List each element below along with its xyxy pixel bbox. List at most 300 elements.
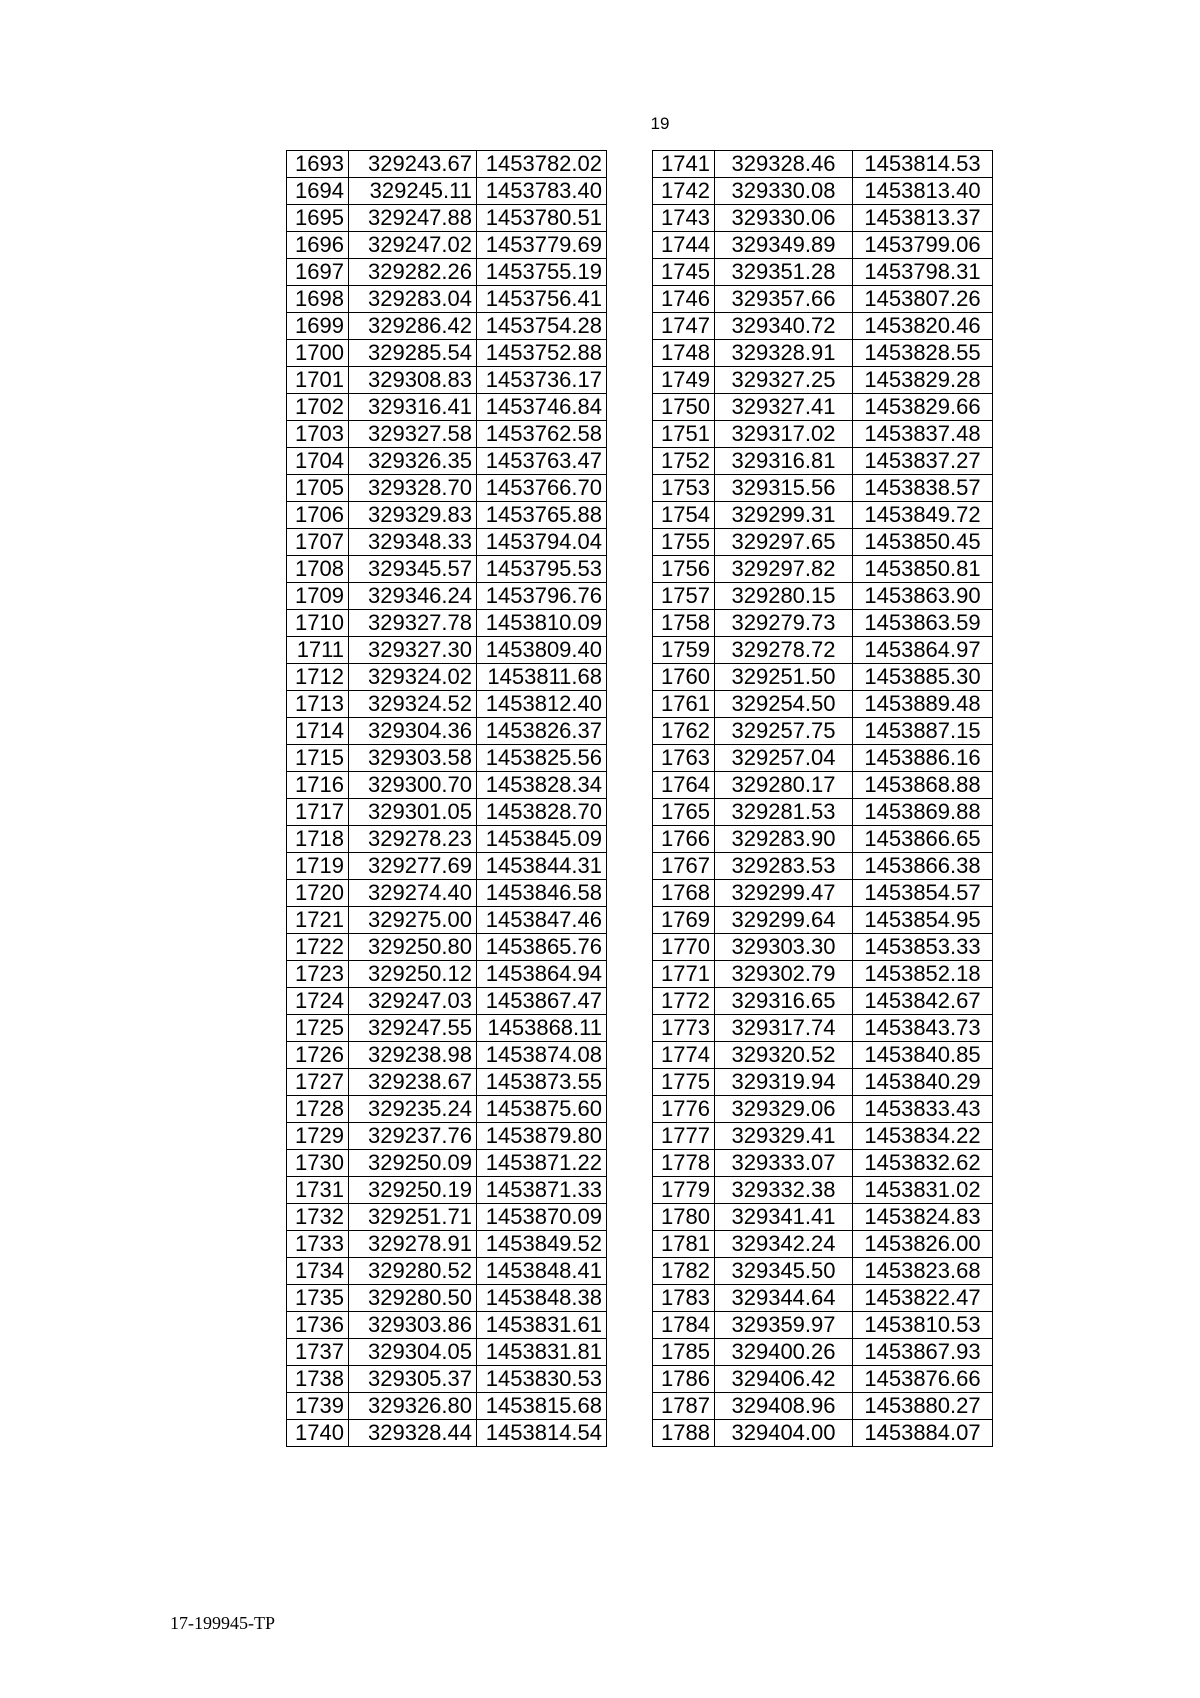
x-coordinate-cell: 329327.25 — [715, 367, 853, 394]
y-coordinate-cell: 1453752.88 — [477, 340, 607, 367]
y-coordinate-cell: 1453832.62 — [853, 1150, 993, 1177]
point-number-cell: 1705 — [287, 475, 349, 502]
table-row — [653, 934, 993, 961]
point-number-cell: 1740 — [287, 1420, 349, 1447]
table-row — [653, 745, 993, 772]
y-coordinate-cell: 1453754.28 — [477, 313, 607, 340]
y-coordinate-cell: 1453873.55 — [477, 1069, 607, 1096]
point-number-cell: 1693 — [287, 151, 349, 178]
point-number-cell: 1737 — [287, 1339, 349, 1366]
table-row — [653, 826, 993, 853]
point-number-cell: 1703 — [287, 421, 349, 448]
table-row — [287, 1258, 607, 1285]
table-row — [653, 1393, 993, 1420]
point-number-cell: 1766 — [653, 826, 715, 853]
y-coordinate-cell: 1453834.22 — [853, 1123, 993, 1150]
x-coordinate-cell: 329280.17 — [715, 772, 853, 799]
y-coordinate-cell: 1453852.18 — [853, 961, 993, 988]
y-coordinate-cell: 1453849.52 — [477, 1231, 607, 1258]
y-coordinate-cell: 1453844.31 — [477, 853, 607, 880]
point-number-cell: 1712 — [287, 664, 349, 691]
point-number-cell: 1755 — [653, 529, 715, 556]
y-coordinate-cell: 1453871.33 — [477, 1177, 607, 1204]
point-number-cell: 1725 — [287, 1015, 349, 1042]
x-coordinate-cell: 329327.78 — [349, 610, 477, 637]
y-coordinate-cell: 1453867.47 — [477, 988, 607, 1015]
point-number-cell: 1697 — [287, 259, 349, 286]
coordinate-table-right — [652, 150, 993, 1447]
point-number-cell: 1713 — [287, 691, 349, 718]
x-coordinate-cell: 329357.66 — [715, 286, 853, 313]
y-coordinate-cell: 1453831.61 — [477, 1312, 607, 1339]
x-coordinate-cell: 329317.02 — [715, 421, 853, 448]
table-row — [653, 853, 993, 880]
table-row — [653, 772, 993, 799]
x-coordinate-cell: 329250.80 — [349, 934, 477, 961]
table-row — [653, 988, 993, 1015]
table-row — [287, 502, 607, 529]
point-number-cell: 1701 — [287, 367, 349, 394]
x-coordinate-cell: 329250.12 — [349, 961, 477, 988]
point-number-cell: 1723 — [287, 961, 349, 988]
x-coordinate-cell: 329320.52 — [715, 1042, 853, 1069]
y-coordinate-cell: 1453880.27 — [853, 1393, 993, 1420]
x-coordinate-cell: 329324.02 — [349, 664, 477, 691]
y-coordinate-cell: 1453874.08 — [477, 1042, 607, 1069]
x-coordinate-cell: 329345.57 — [349, 556, 477, 583]
x-coordinate-cell: 329302.79 — [715, 961, 853, 988]
y-coordinate-cell: 1453828.70 — [477, 799, 607, 826]
table-row — [653, 259, 993, 286]
x-coordinate-cell: 329275.00 — [349, 907, 477, 934]
y-coordinate-cell: 1453843.73 — [853, 1015, 993, 1042]
y-coordinate-cell: 1453854.57 — [853, 880, 993, 907]
point-number-cell: 1699 — [287, 313, 349, 340]
y-coordinate-cell: 1453886.16 — [853, 745, 993, 772]
point-number-cell: 1727 — [287, 1069, 349, 1096]
point-number-cell: 1742 — [653, 178, 715, 205]
point-number-cell: 1754 — [653, 502, 715, 529]
table-row — [287, 448, 607, 475]
y-coordinate-cell: 1453828.55 — [853, 340, 993, 367]
table-row — [653, 718, 993, 745]
point-number-cell: 1774 — [653, 1042, 715, 1069]
x-coordinate-cell: 329329.06 — [715, 1096, 853, 1123]
y-coordinate-cell: 1453814.53 — [853, 151, 993, 178]
y-coordinate-cell: 1453814.54 — [477, 1420, 607, 1447]
y-coordinate-cell: 1453849.72 — [853, 502, 993, 529]
table-row — [287, 610, 607, 637]
table-row — [653, 1366, 993, 1393]
point-number-cell: 1749 — [653, 367, 715, 394]
table-row — [653, 502, 993, 529]
y-coordinate-cell: 1453783.40 — [477, 178, 607, 205]
point-number-cell: 1715 — [287, 745, 349, 772]
y-coordinate-cell: 1453831.81 — [477, 1339, 607, 1366]
table-row — [653, 1339, 993, 1366]
point-number-cell: 1780 — [653, 1204, 715, 1231]
x-coordinate-cell: 329247.03 — [349, 988, 477, 1015]
x-coordinate-cell: 329303.30 — [715, 934, 853, 961]
y-coordinate-cell: 1453763.47 — [477, 448, 607, 475]
table-row — [287, 367, 607, 394]
point-number-cell: 1770 — [653, 934, 715, 961]
point-number-cell: 1734 — [287, 1258, 349, 1285]
table-row — [287, 826, 607, 853]
x-coordinate-cell: 329326.35 — [349, 448, 477, 475]
point-number-cell: 1719 — [287, 853, 349, 880]
table-row — [653, 367, 993, 394]
y-coordinate-cell: 1453838.57 — [853, 475, 993, 502]
table-row — [653, 1150, 993, 1177]
y-coordinate-cell: 1453864.97 — [853, 637, 993, 664]
table-row — [653, 1420, 993, 1447]
y-coordinate-cell: 1453766.70 — [477, 475, 607, 502]
x-coordinate-cell: 329283.53 — [715, 853, 853, 880]
table-row — [653, 1231, 993, 1258]
y-coordinate-cell: 1453794.04 — [477, 529, 607, 556]
y-coordinate-cell: 1453798.31 — [853, 259, 993, 286]
x-coordinate-cell: 329329.83 — [349, 502, 477, 529]
table-row — [287, 1123, 607, 1150]
y-coordinate-cell: 1453842.67 — [853, 988, 993, 1015]
table-row — [653, 1204, 993, 1231]
point-number-cell: 1786 — [653, 1366, 715, 1393]
point-number-cell: 1733 — [287, 1231, 349, 1258]
table-row — [653, 1312, 993, 1339]
point-number-cell: 1739 — [287, 1393, 349, 1420]
document-code: 17-199945-TP — [170, 1613, 275, 1633]
table-row — [287, 961, 607, 988]
x-coordinate-cell: 329359.97 — [715, 1312, 853, 1339]
table-row — [287, 313, 607, 340]
y-coordinate-cell: 1453866.38 — [853, 853, 993, 880]
x-coordinate-cell: 329237.76 — [349, 1123, 477, 1150]
y-coordinate-cell: 1453870.09 — [477, 1204, 607, 1231]
y-coordinate-cell: 1453875.60 — [477, 1096, 607, 1123]
y-coordinate-cell: 1453867.93 — [853, 1339, 993, 1366]
point-number-cell: 1724 — [287, 988, 349, 1015]
table-row — [287, 421, 607, 448]
x-coordinate-cell: 329342.24 — [715, 1231, 853, 1258]
table-row — [653, 232, 993, 259]
table-row — [287, 637, 607, 664]
x-coordinate-cell: 329328.46 — [715, 151, 853, 178]
table-row — [287, 475, 607, 502]
table-row — [653, 394, 993, 421]
y-coordinate-cell: 1453864.94 — [477, 961, 607, 988]
y-coordinate-cell: 1453823.68 — [853, 1258, 993, 1285]
y-coordinate-cell: 1453868.11 — [477, 1015, 607, 1042]
point-number-cell: 1726 — [287, 1042, 349, 1069]
point-number-cell: 1752 — [653, 448, 715, 475]
point-number-cell: 1722 — [287, 934, 349, 961]
point-number-cell: 1717 — [287, 799, 349, 826]
x-coordinate-cell: 329332.38 — [715, 1177, 853, 1204]
table-row — [653, 151, 993, 178]
table-row — [653, 1258, 993, 1285]
y-coordinate-cell: 1453765.88 — [477, 502, 607, 529]
point-number-cell: 1729 — [287, 1123, 349, 1150]
x-coordinate-cell: 329300.70 — [349, 772, 477, 799]
table-row — [653, 421, 993, 448]
y-coordinate-cell: 1453848.41 — [477, 1258, 607, 1285]
table-row — [287, 286, 607, 313]
point-number-cell: 1731 — [287, 1177, 349, 1204]
y-coordinate-cell: 1453866.65 — [853, 826, 993, 853]
point-number-cell: 1728 — [287, 1096, 349, 1123]
x-coordinate-cell: 329250.19 — [349, 1177, 477, 1204]
x-coordinate-cell: 329274.40 — [349, 880, 477, 907]
y-coordinate-cell: 1453809.40 — [477, 637, 607, 664]
y-coordinate-cell: 1453813.40 — [853, 178, 993, 205]
point-number-cell: 1785 — [653, 1339, 715, 1366]
point-number-cell: 1736 — [287, 1312, 349, 1339]
x-coordinate-cell: 329280.15 — [715, 583, 853, 610]
x-coordinate-cell: 329316.65 — [715, 988, 853, 1015]
point-number-cell: 1748 — [653, 340, 715, 367]
y-coordinate-cell: 1453887.15 — [853, 718, 993, 745]
table-row — [287, 907, 607, 934]
table-row — [287, 880, 607, 907]
table-row — [287, 1015, 607, 1042]
x-coordinate-cell: 329349.89 — [715, 232, 853, 259]
y-coordinate-cell: 1453825.56 — [477, 745, 607, 772]
table-row — [653, 799, 993, 826]
table-row — [287, 205, 607, 232]
table-row — [287, 583, 607, 610]
x-coordinate-cell: 329247.55 — [349, 1015, 477, 1042]
table-row — [653, 1096, 993, 1123]
y-coordinate-cell: 1453876.66 — [853, 1366, 993, 1393]
point-number-cell: 1708 — [287, 556, 349, 583]
y-coordinate-cell: 1453795.53 — [477, 556, 607, 583]
x-coordinate-cell: 329282.26 — [349, 259, 477, 286]
point-number-cell: 1746 — [653, 286, 715, 313]
x-coordinate-cell: 329406.42 — [715, 1366, 853, 1393]
y-coordinate-cell: 1453782.02 — [477, 151, 607, 178]
x-coordinate-cell: 329341.41 — [715, 1204, 853, 1231]
y-coordinate-cell: 1453869.88 — [853, 799, 993, 826]
x-coordinate-cell: 329319.94 — [715, 1069, 853, 1096]
y-coordinate-cell: 1453830.53 — [477, 1366, 607, 1393]
x-coordinate-cell: 329328.44 — [349, 1420, 477, 1447]
table-row — [653, 205, 993, 232]
y-coordinate-cell: 1453871.22 — [477, 1150, 607, 1177]
point-number-cell: 1744 — [653, 232, 715, 259]
point-number-cell: 1784 — [653, 1312, 715, 1339]
y-coordinate-cell: 1453796.76 — [477, 583, 607, 610]
point-number-cell: 1718 — [287, 826, 349, 853]
point-number-cell: 1778 — [653, 1150, 715, 1177]
x-coordinate-cell: 329251.71 — [349, 1204, 477, 1231]
table-row — [653, 340, 993, 367]
x-coordinate-cell: 329317.74 — [715, 1015, 853, 1042]
table-row — [653, 907, 993, 934]
point-number-cell: 1695 — [287, 205, 349, 232]
x-coordinate-cell: 329297.82 — [715, 556, 853, 583]
x-coordinate-cell: 329330.06 — [715, 205, 853, 232]
x-coordinate-cell: 329329.41 — [715, 1123, 853, 1150]
y-coordinate-cell: 1453780.51 — [477, 205, 607, 232]
point-number-cell: 1765 — [653, 799, 715, 826]
table-row — [287, 664, 607, 691]
y-coordinate-cell: 1453848.38 — [477, 1285, 607, 1312]
table-row — [653, 691, 993, 718]
y-coordinate-cell: 1453847.46 — [477, 907, 607, 934]
x-coordinate-cell: 329316.81 — [715, 448, 853, 475]
table-row — [653, 286, 993, 313]
point-number-cell: 1768 — [653, 880, 715, 907]
point-number-cell: 1751 — [653, 421, 715, 448]
x-coordinate-cell: 329333.07 — [715, 1150, 853, 1177]
y-coordinate-cell: 1453850.45 — [853, 529, 993, 556]
y-coordinate-cell: 1453885.30 — [853, 664, 993, 691]
x-coordinate-cell: 329344.64 — [715, 1285, 853, 1312]
point-number-cell: 1702 — [287, 394, 349, 421]
y-coordinate-cell: 1453799.06 — [853, 232, 993, 259]
point-number-cell: 1745 — [653, 259, 715, 286]
point-number-cell: 1764 — [653, 772, 715, 799]
table-row — [287, 340, 607, 367]
x-coordinate-cell: 329326.80 — [349, 1393, 477, 1420]
x-coordinate-cell: 329286.42 — [349, 313, 477, 340]
y-coordinate-cell: 1453811.68 — [477, 664, 607, 691]
point-number-cell: 1747 — [653, 313, 715, 340]
point-number-cell: 1698 — [287, 286, 349, 313]
point-number-cell: 1782 — [653, 1258, 715, 1285]
x-coordinate-cell: 329278.91 — [349, 1231, 477, 1258]
point-number-cell: 1781 — [653, 1231, 715, 1258]
point-number-cell: 1730 — [287, 1150, 349, 1177]
y-coordinate-cell: 1453736.17 — [477, 367, 607, 394]
y-coordinate-cell: 1453820.46 — [853, 313, 993, 340]
x-coordinate-cell: 329279.73 — [715, 610, 853, 637]
coordinate-table-left — [286, 150, 607, 1447]
x-coordinate-cell: 329280.50 — [349, 1285, 477, 1312]
point-number-cell: 1743 — [653, 205, 715, 232]
point-number-cell: 1771 — [653, 961, 715, 988]
point-number-cell: 1711 — [287, 637, 349, 664]
x-coordinate-cell: 329328.91 — [715, 340, 853, 367]
x-coordinate-cell: 329404.00 — [715, 1420, 853, 1447]
y-coordinate-cell: 1453826.37 — [477, 718, 607, 745]
table-row — [653, 1285, 993, 1312]
x-coordinate-cell: 329277.69 — [349, 853, 477, 880]
y-coordinate-cell: 1453815.68 — [477, 1393, 607, 1420]
point-number-cell: 1773 — [653, 1015, 715, 1042]
table-row — [287, 691, 607, 718]
x-coordinate-cell: 329324.52 — [349, 691, 477, 718]
x-coordinate-cell: 329299.31 — [715, 502, 853, 529]
y-coordinate-cell: 1453829.28 — [853, 367, 993, 394]
x-coordinate-cell: 329305.37 — [349, 1366, 477, 1393]
point-number-cell: 1732 — [287, 1204, 349, 1231]
table-row — [653, 610, 993, 637]
table-row — [287, 799, 607, 826]
x-coordinate-cell: 329301.05 — [349, 799, 477, 826]
x-coordinate-cell: 329346.24 — [349, 583, 477, 610]
point-number-cell: 1756 — [653, 556, 715, 583]
point-number-cell: 1772 — [653, 988, 715, 1015]
point-number-cell: 1710 — [287, 610, 349, 637]
x-coordinate-cell: 329257.75 — [715, 718, 853, 745]
table-row — [653, 637, 993, 664]
point-number-cell: 1707 — [287, 529, 349, 556]
point-number-cell: 1775 — [653, 1069, 715, 1096]
x-coordinate-cell: 329280.52 — [349, 1258, 477, 1285]
point-number-cell: 1721 — [287, 907, 349, 934]
table-row — [653, 529, 993, 556]
y-coordinate-cell: 1453762.58 — [477, 421, 607, 448]
y-coordinate-cell: 1453889.48 — [853, 691, 993, 718]
table-row — [287, 178, 607, 205]
table-row — [287, 1312, 607, 1339]
table-row — [653, 448, 993, 475]
y-coordinate-cell: 1453810.09 — [477, 610, 607, 637]
table-row — [287, 1420, 607, 1447]
y-coordinate-cell: 1453837.27 — [853, 448, 993, 475]
point-number-cell: 1706 — [287, 502, 349, 529]
y-coordinate-cell: 1453826.00 — [853, 1231, 993, 1258]
y-coordinate-cell: 1453853.33 — [853, 934, 993, 961]
y-coordinate-cell: 1453846.58 — [477, 880, 607, 907]
y-coordinate-cell: 1453828.34 — [477, 772, 607, 799]
table-row — [287, 151, 607, 178]
table-row — [287, 1339, 607, 1366]
point-number-cell: 1700 — [287, 340, 349, 367]
x-coordinate-cell: 329327.58 — [349, 421, 477, 448]
point-number-cell: 1777 — [653, 1123, 715, 1150]
table-row — [287, 259, 607, 286]
point-number-cell: 1720 — [287, 880, 349, 907]
x-coordinate-cell: 329330.08 — [715, 178, 853, 205]
point-number-cell: 1763 — [653, 745, 715, 772]
table-row — [287, 1204, 607, 1231]
table-row — [287, 1393, 607, 1420]
y-coordinate-cell: 1453854.95 — [853, 907, 993, 934]
table-row — [653, 880, 993, 907]
point-number-cell: 1776 — [653, 1096, 715, 1123]
y-coordinate-cell: 1453845.09 — [477, 826, 607, 853]
y-coordinate-cell: 1453829.66 — [853, 394, 993, 421]
table-row — [287, 232, 607, 259]
x-coordinate-cell: 329299.64 — [715, 907, 853, 934]
table-row — [653, 1015, 993, 1042]
y-coordinate-cell: 1453879.80 — [477, 1123, 607, 1150]
table-row — [653, 583, 993, 610]
y-coordinate-cell: 1453810.53 — [853, 1312, 993, 1339]
x-coordinate-cell: 329328.70 — [349, 475, 477, 502]
y-coordinate-cell: 1453833.43 — [853, 1096, 993, 1123]
table-row — [287, 1231, 607, 1258]
x-coordinate-cell: 329281.53 — [715, 799, 853, 826]
table-row — [287, 1177, 607, 1204]
y-coordinate-cell: 1453822.47 — [853, 1285, 993, 1312]
y-coordinate-cell: 1453831.02 — [853, 1177, 993, 1204]
point-number-cell: 1761 — [653, 691, 715, 718]
table-row — [653, 664, 993, 691]
table-row — [287, 1069, 607, 1096]
x-coordinate-cell: 329327.30 — [349, 637, 477, 664]
x-coordinate-cell: 329283.04 — [349, 286, 477, 313]
table-row — [653, 178, 993, 205]
y-coordinate-cell: 1453807.26 — [853, 286, 993, 313]
y-coordinate-cell: 1453840.85 — [853, 1042, 993, 1069]
table-row — [287, 772, 607, 799]
point-number-cell: 1779 — [653, 1177, 715, 1204]
x-coordinate-cell: 329308.83 — [349, 367, 477, 394]
